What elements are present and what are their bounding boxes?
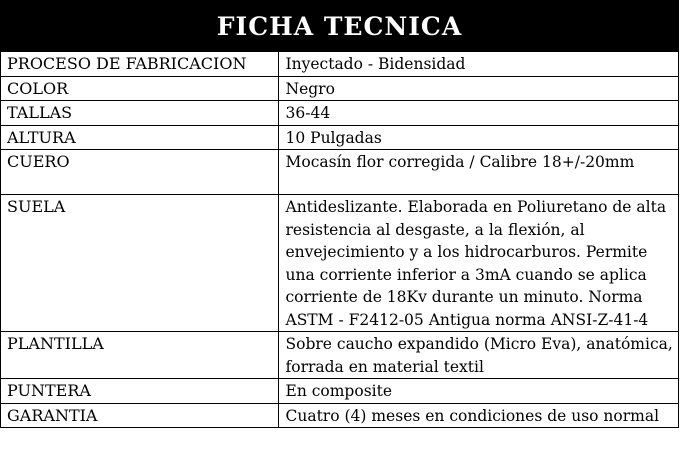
row-label-puntera: PUNTERA [1,379,278,404]
spec-table [1,51,678,427]
row-value-plantilla: Sobre caucho expandido (Micro Eva), anatómica, forrada en material textil [278,332,678,379]
row-label-altura: ALTURA [1,125,278,150]
row-label-proceso: PROCESO DE FABRICACION [1,52,278,77]
row-value-proceso: Inyectado - Bidensidad [278,52,678,77]
row-label-suela: SUELA [1,195,278,332]
row-value-altura: 10 Pulgadas [278,125,678,150]
row-label-cuero: CUERO [1,150,278,195]
table-row [1,379,678,404]
row-value-color: Negro [278,76,678,101]
title-bar [1,1,678,51]
row-value-puntera: En composite [278,379,678,404]
table-row [1,332,678,379]
table-row [1,195,678,332]
table-row [1,125,678,150]
row-value-suela: Antideslizante. Elaborada en Poliuretano de alta resistencia al desgaste, a la flexión, al envejecimiento y a los hidrocarburos. Permite una corriente inferior a 3mA cuando se aplica corriente de 18Kv durante un minuto. Norma ASTM - F2412-05 Antigua norma ANSI-Z-41-4 [278,195,678,332]
table-row [1,52,678,77]
table-row [1,403,678,427]
row-label-color: COLOR [1,76,278,101]
row-value-garantia: Cuatro (4) meses en condiciones de uso normal [278,403,678,427]
row-label-tallas: TALLAS [1,101,278,126]
row-value-cuero: Mocasín flor corregida / Calibre 18+/-20mm [278,150,678,195]
sheet-title: FICHA TECNICA [216,11,463,41]
table-row [1,150,678,195]
table-row [1,76,678,101]
table-row [1,101,678,126]
row-label-garantia: GARANTIA [1,403,278,427]
row-value-tallas: 36-44 [278,101,678,126]
row-label-plantilla: PLANTILLA [1,332,278,379]
